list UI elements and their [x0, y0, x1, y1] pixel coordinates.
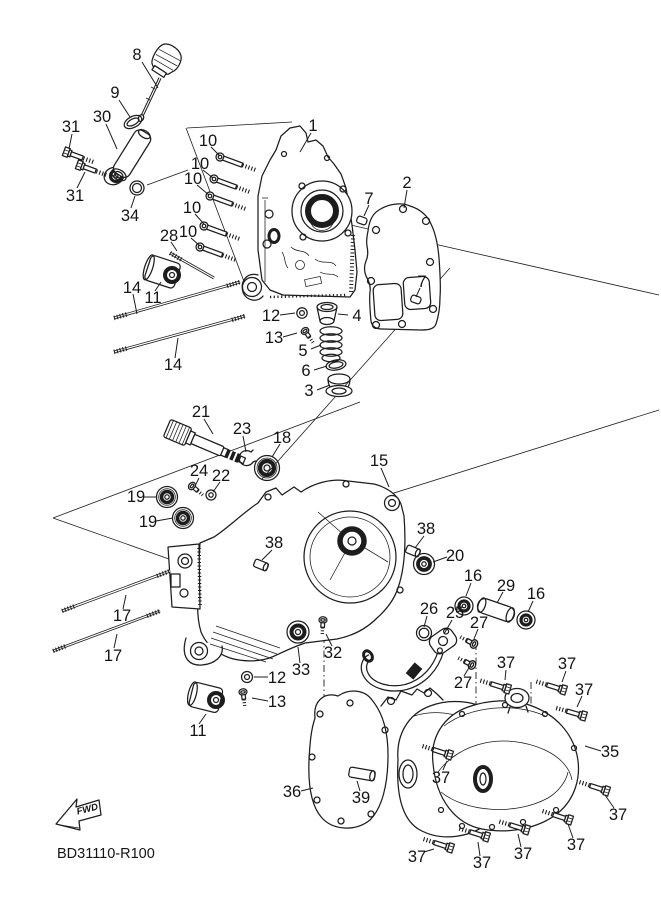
- callout-11-1: 11: [144, 289, 162, 307]
- part-gasket-36: [309, 691, 388, 828]
- callout-16-1: 16: [463, 567, 483, 585]
- callout-37-9: 37: [407, 848, 427, 866]
- callout-2: 2: [402, 174, 412, 192]
- callout-11-2: 11: [189, 722, 207, 740]
- callout-31-1: 31: [61, 118, 81, 136]
- part-washer-22: [206, 490, 216, 500]
- callout-37-3: 37: [574, 681, 594, 699]
- part-crankcase-left-15: [168, 480, 405, 665]
- callout-37-7: 37: [513, 845, 533, 863]
- callout-8: 8: [132, 46, 142, 64]
- part-bolts-27: [456, 633, 479, 670]
- callout-20: 20: [445, 547, 465, 565]
- callout-37-6: 37: [566, 836, 586, 854]
- callout-10-4: 10: [182, 199, 202, 217]
- callout-25: 25: [445, 604, 465, 622]
- callout-37-8: 37: [472, 854, 492, 872]
- part-seal-20: [414, 554, 435, 575]
- part-crankcase-right-1: [242, 126, 357, 300]
- callout-15: 15: [369, 452, 389, 470]
- part-damper-11a: [141, 254, 181, 289]
- callout-39: 39: [351, 789, 371, 807]
- callout-30: 30: [92, 108, 112, 126]
- part-oil-pipe-25: [362, 625, 460, 688]
- callout-16-2: 16: [526, 585, 546, 603]
- part-bolt-13b: [239, 688, 249, 706]
- callout-38-2: 38: [416, 520, 436, 538]
- callout-9: 9: [110, 84, 120, 102]
- callout-37-1: 37: [496, 654, 516, 672]
- callout-37-5: 37: [608, 806, 628, 824]
- fwd-marker: [56, 799, 101, 830]
- callout-10-1: 10: [198, 132, 218, 150]
- callout-24: 24: [189, 462, 209, 480]
- callout-22: 22: [211, 467, 231, 485]
- callout-38-1: 38: [264, 534, 284, 552]
- callout-5: 5: [298, 342, 308, 360]
- callout-34: 34: [120, 207, 140, 225]
- part-gasket-2: [365, 204, 441, 330]
- part-code: BD31110-R100: [57, 846, 155, 862]
- callout-3: 3: [304, 382, 314, 400]
- callout-10-2: 10: [190, 155, 210, 173]
- callout-37-2: 37: [557, 655, 577, 673]
- callout-10-5: 10: [178, 223, 198, 241]
- callout-17-2: 17: [103, 647, 123, 665]
- callout-18: 18: [272, 429, 292, 447]
- part-washer-12b: [242, 672, 253, 683]
- part-studs-17: [53, 571, 170, 651]
- callout-17-1: 17: [112, 607, 132, 625]
- callout-37-4: 37: [431, 769, 451, 787]
- part-seal-33: [287, 621, 309, 643]
- callout-14-2: 14: [163, 356, 183, 374]
- callout-10-3: 10: [183, 170, 203, 188]
- part-bolts-31: [62, 147, 108, 180]
- construction-lines: [53, 122, 659, 728]
- callout-14-1: 14: [122, 279, 142, 297]
- part-dipstick-8: [137, 40, 186, 122]
- callout-4: 4: [352, 307, 362, 325]
- callout-21: 21: [191, 403, 211, 421]
- part-damper-11b: [185, 681, 223, 713]
- callout-29: 29: [496, 577, 516, 595]
- callout-32: 32: [323, 644, 343, 662]
- callout-6: 6: [301, 362, 311, 380]
- callout-13-2: 13: [267, 693, 287, 711]
- callout-12-2: 12: [267, 669, 287, 687]
- part-bearings-19: [157, 487, 194, 529]
- part-bearing-18: [255, 456, 280, 481]
- part-oring-34: [130, 181, 144, 195]
- callout-31-2: 31: [65, 187, 85, 205]
- callout-35: 35: [600, 743, 620, 761]
- callout-7-1: 7: [364, 190, 374, 208]
- callout-19-1: 19: [126, 488, 146, 506]
- callout-27-1: 27: [469, 614, 489, 632]
- callout-28: 28: [159, 227, 179, 245]
- callout-7-2: 7: [417, 273, 427, 291]
- part-filler-neck-30: [102, 126, 154, 187]
- fwd-label: FWD: [75, 801, 100, 818]
- callout-12-1: 12: [261, 307, 281, 325]
- callout-36: 36: [282, 783, 302, 801]
- callout-13-1: 13: [264, 329, 284, 347]
- callout-19-2: 19: [138, 513, 158, 531]
- callout-33: 33: [291, 661, 311, 679]
- part-oring-26: [417, 626, 432, 641]
- callout-1: 1: [308, 117, 318, 135]
- callout-26: 26: [419, 600, 439, 618]
- callout-23: 23: [232, 420, 252, 438]
- callout-27-2: 27: [453, 674, 473, 692]
